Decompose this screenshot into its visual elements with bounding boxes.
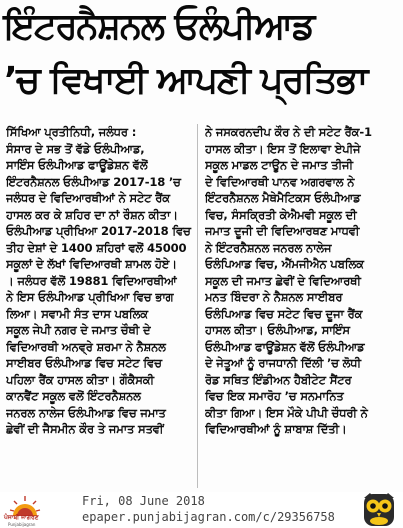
column-divider — [197, 124, 198, 488]
article-text-line: ਕਾਨਵੈਂਟ ਸਕੂਲ ਵਲੋਂ ਇੰਟਰਨੈਸ਼ਨਲ — [6, 389, 141, 403]
article-text-line: ਸਕੂਲ ਦੀ ਜਮਾਤ ਛੇਵੀਂ ਦੇ ਵਿਦਿਆਰਥੀ — [205, 273, 361, 288]
article-text-line: ਸੰਸਾਰ ਦੇ ਸਭ ਤੋਂ ਵੱਡੇ ਓਲੰਪੀਆਡ, — [6, 141, 145, 156]
article-text-line: ਓਲੰਪਿਆਡ ਵਿਚ, ਐੱਮਜੀਐਨ ਪਬਲਿਕ — [205, 257, 364, 271]
article-text-line: ਨੇ ਇਸ ਓਲੰਪੀਆਡ ਪ੍ਰੀਖਿਆ ਵਿਚ ਭਾਗ — [6, 290, 174, 304]
article-right-column — [205, 124, 393, 490]
headline-line-1: ਇੰਟਰਨੈਸ਼ਨਲ ਓਲੰਪੀਆਡ — [4, 6, 314, 47]
article-text-line: ਵਿਦਿਆਰਥੀਆਂ ਨੂੰ ਸ਼ਾਬਾਸ਼ ਦਿੱਤੀ। — [205, 422, 347, 436]
article-text-line: ਸਕੂਲ ਮਾਡਲ ਟਾਊਨ ਦੇ ਜਮਾਤ ਤੀਜੀ — [205, 158, 353, 172]
article-text-line: ਹਾਸਲ ਕੀਤਾ। ਇਸ ਤੋਂ ਇਲਾਵਾ ਏਪੀਜੇ — [205, 141, 361, 156]
logo-subtitle: Punjabijagran — [8, 522, 36, 527]
edition-date: Fri, 08 June 2018 — [82, 494, 205, 508]
article-text-line: ਸਕੂਲ ਜੇਪੀ ਨਗਰ ਦੇ ਜਮਾਤ ਚੌਥੀ ਦੇ — [6, 323, 151, 337]
article-text-line: ਛੇਵੀਂ ਦੀ ਜੈਸਮੀਨ ਕੌਰ ਤੇ ਜਮਾਤ ਸਤਵੀਂ — [6, 422, 164, 436]
article-text-line: ਮਨਤ ਬਿੰਦਰਾ ਨੇ ਨੈਸ਼ਨਲ ਸਾਈਬਰ — [205, 290, 343, 304]
article-text-line: ਲਿਆ। ਸਵਾਮੀ ਸੰਤ ਦਾਸ ਪਬਲਿਕ — [6, 306, 149, 321]
article-byline: ਸਿੱਖਿਆ ਪ੍ਰਤੀਨਿਧੀ, ਜਲੰਧਰ : — [6, 125, 137, 139]
article-text-line: ਵਿਚ ਇਕ ਸਮਾਰੋਹ ’ਚ ਸਨਮਾਨਿਤ — [205, 389, 344, 403]
epaper-link[interactable]: epaper.punjabijagran.com/c/29356758 — [82, 510, 335, 524]
article-text-line: ਵਿਦਿਆਰਥੀ ਅਨਵ੍ਰੇ ਸ਼ਰਮਾ ਨੇ ਨੈਸ਼ਨਲ — [6, 339, 166, 354]
article-text-line: ਹਾਸਲ ਕਰ ਕੇ ਸ਼ਹਿਰ ਦਾ ਨਾਂ ਰੌਸ਼ਨ ਕੀਤਾ। — [6, 207, 178, 222]
article-text-line: ਓਲੰਪੀਆਡ ਫਾਊਂਡੇਸ਼ਨ ਵੱਲੋਂ ਓਲੰਪੀਆਡ — [205, 339, 365, 354]
article-text-line: ਸਾਇੰਸ ਓਲੰਪੀਆਡ ਫਾਊਂਡੇਸ਼ਨ ਵੱਲੋਂ — [6, 158, 148, 172]
article-text-line: ਓਲੰਪਿਆਡ ਵਿਚ ਸਟੇਟ ਵਿਚ ਦੂਜਾ ਰੈਂਕ — [205, 306, 363, 321]
article-text-line: ਤੀਹ ਦੇਸ਼ਾਂ ਦੇ 1400 ਸ਼ਹਿਰਾਂ ਵਲੋਂ 45000 — [6, 240, 187, 255]
article-text-line: ਕੀਤਾ ਗਿਆ। ਇਸ ਮੌਕੇ ਪੀਪੀ ਚੌਧਰੀ ਨੇ — [205, 405, 368, 420]
article-text-line: ਰੋਡ ਸਥਿਤ ਇੰਡੀਅਨ ਹੈਬੀਟੇਟ ਸੈਂਟਰ — [205, 372, 352, 387]
article-text-line: ਓਲੰਪੀਆਡ ਪ੍ਰੀਖਿਆ 2017-2018 ਵਿਚ — [6, 224, 191, 238]
article-text-line: ਜਲੰਧਰ ਦੇ ਵਿਦਿਆਰਥੀਆਂ ਨੇ ਸਟੇਟ ਰੈਂਕ — [6, 191, 170, 205]
article-text-line: ਦੇ ਜੇਤੂਆਂ ਨੂੰ ਰਾਜਧਾਨੀ ਦਿੱਲੀ ’ਚ ਲੋਧੀ — [205, 356, 361, 370]
article-text-line: ਨੇ ਇੰਟਰਨੈਸ਼ਨਲ ਜਨਰਲ ਨਾਲੇਜ — [205, 240, 332, 255]
article-text-line: ਪਹਿਲਾ ਰੈਂਕ ਹਾਸਲ ਕੀਤਾ। ਗੌਕੈਸਕੀ — [6, 372, 154, 387]
article-text-line: ਸਾਈਬਰ ਓਲੰਪੀਆਡ ਵਿਚ ਸਟੇਟ ਵਿਚ — [6, 356, 162, 370]
article-text-line: । ਜਲੰਧਰ ਵੱਲੋਂ 19881 ਵਿਦਿਆਰਥੀਆਂ — [6, 273, 177, 288]
headline-line-2: ’ਚ ਵਿਖਾਈ ਆਪਣੀ ਪ੍ਰਤਿਭਾ — [4, 60, 367, 101]
article-text-line: ਹਾਸਲ ਕੀਤਾ। ਓਲੰਪੀਆਡ, ਸਾਇੰਸ — [205, 323, 350, 337]
article-text-line: ਜਨਰਲ ਨਾਲੇਜ ਓਲੰਪੀਆਡ ਵਿਚ ਜਮਾਤ — [6, 405, 166, 420]
article-text-line: ਇੰਟਰਨੈਸ਼ਨਲ ਓਲੰਪੀਆਡ 2017-18 ’ਚ — [6, 174, 181, 189]
article-text-line: ਸਕੂਲਾਂ ਦੇ ਲੱਖਾਂ ਵਿਦਿਆਰਥੀ ਸ਼ਾਮਲ ਹੋਏ। — [6, 257, 177, 271]
article-text-line: ਦੇ ਵਿਦਿਆਰਥੀ ਪਾਨਵ ਅਗਰਵਾਲ ਨੇ — [205, 174, 355, 189]
article-left-column — [6, 124, 194, 490]
logo-wordmark: ਪੰਜਾਬੀ ਜਾਗਰਣ — [4, 514, 39, 521]
article-text-line: ਵਿਚ, ਸੰਸਕ੍ਰਿਤੀ ਕੇਐਮਵੀ ਸਕੂਲ ਦੀ — [205, 207, 357, 222]
owl-mascot-icon — [360, 490, 398, 528]
article-text-line: ਇੰਟਰਨੈਸ਼ਨਲ ਮੈਥੇਮੈਟਿਕਸ ਓਲੰਪੀਆਡ — [205, 191, 361, 205]
article-text-line: ਜਮਾਤ ਦੂਜੀ ਦੀ ਵਿਦਿਆਰਥਣ ਮਾਧਵੀ — [205, 224, 360, 238]
article-text-line: ਨੇ ਜਸਕਰਨਦੀਪ ਕੌਰ ਨੇ ਦੀ ਸਟੇਟ ਰੈਂਕ-1 — [205, 125, 372, 139]
